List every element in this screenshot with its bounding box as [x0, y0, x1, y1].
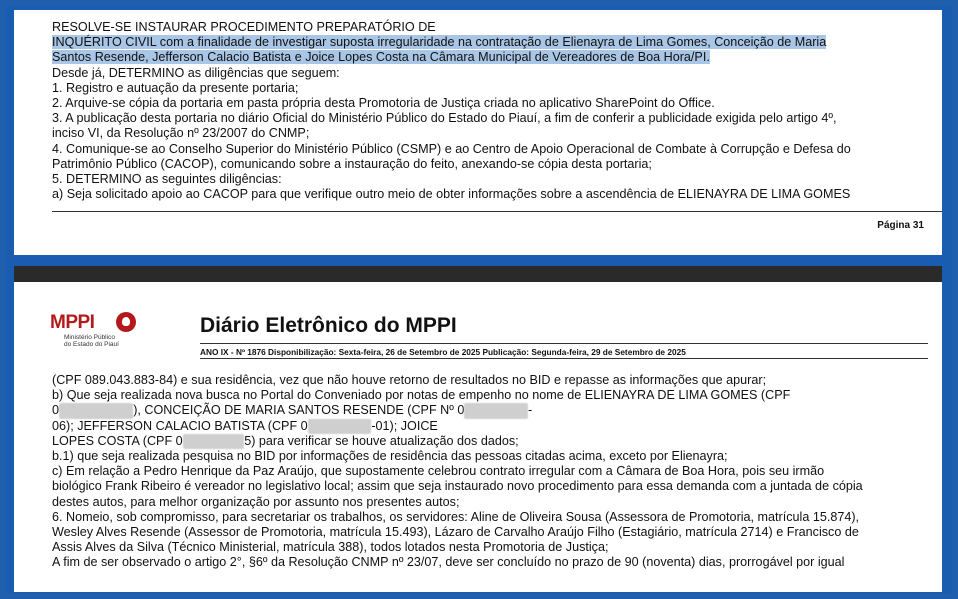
journal-title: Diário Eletrônico do MPPI: [200, 314, 457, 337]
page-number: Página 31: [877, 220, 924, 231]
text-line: a) Seja solicitado apoio ao CACOP para que verifique outro meio de obter informações sobre a ascendência de ELIENAYRA DE LIMA GOMES: [52, 187, 851, 202]
page-footer-rule: [52, 211, 942, 212]
text-line: 4. Comunique-se ao Conselho Superior do Ministério Público (CSMP) e ao Centro de Apoio Operacional de Combate à Corrupção e Defesa do: [52, 141, 851, 156]
redacted-cpf: [308, 419, 372, 434]
text-line: Patrimônio Público (CACOP), comunicando sobre a instauração do feito, anexando-se cópia desta portaria;: [52, 156, 652, 171]
text-line: Desde já, DETERMINO as diligências que seguem:: [52, 65, 340, 80]
highlighted-text[interactable]: Santos Resende, Jefferson Calacio Batista e Joice Lopes Costa na Câmara Municipal de Vereadores de Boa Hora/PI.: [52, 50, 710, 65]
page-bottom-body: [52, 373, 932, 571]
page-top-body: [52, 20, 932, 202]
redacted-cpf: [464, 403, 528, 418]
text-line: 3. A publicação desta portaria no diário Oficial do Ministério Público do Estado do Piauí, a fim de conferir a publicidade exigida pelo artigo 4º,: [52, 111, 837, 126]
text-line: 06); JEFFERSON CALACIO BATISTA (CPF 0 -01); JOICE: [52, 418, 438, 433]
logo-text: MPPI: [50, 312, 95, 333]
text-line: 1. Registro e autuação da presente portaria;: [52, 80, 299, 95]
redacted-cpf: [59, 403, 133, 418]
text-line: b) Que seja realizada nova busca no Portal do Conveniado por notas de empenho no nome de ELIENAYRA DE LIMA GOMES (CPF: [52, 388, 791, 403]
header-rule: [200, 343, 928, 344]
text-line: 0 ), CONCEIÇÃO DE MARIA SANTOS RESENDE (CPF Nº 0 -: [52, 403, 533, 418]
text-line: inciso VI, da Resolução nº 23/2007 do CNMP;: [52, 126, 310, 141]
highlighted-text[interactable]: INQUÉRITO CIVIL com a finalidade de investigar suposta irregularidade na contratação de Elienayra de Lima Gomes, Conceição de Maria: [52, 35, 827, 50]
text-line: (CPF 089.043.883-84) e sua residência, vez que não houve retorno de resultados no BID e repasse as informações que apurar;: [52, 373, 767, 387]
issue-info: ANO IX - Nº 1876 Disponibilização: Sexta-feira, 26 de Setembro de 2025 Publicação: Segunda-feira, 29 de Setembro de 2025: [200, 347, 686, 357]
logo-subtitle: Ministério Público do Estado do Piauí: [64, 334, 119, 348]
text-line: 6. Nomeio, sob compromisso, para secretariar os trabalhos, os servidores: Aline de Oliveira Sousa (Assessora de Promotoria, matrícula 15.874),: [52, 509, 860, 524]
text-line: biológico Frank Ribeiro é vereador no legislativo local; assim que seja instaurado novo procedimento para essa demanda com a juntada de cópia: [52, 479, 863, 494]
redacted-cpf: [183, 434, 245, 449]
page-gap: [14, 266, 942, 282]
text-line: destes autos, para melhor organização por assunto nos presentes autos;: [52, 494, 460, 509]
header-rule-bottom: [200, 358, 928, 359]
text-line: Wesley Alves Resende (Assessor de Promotoria, matrícula 15.493), Lázaro de Carvalho Araújo Filho (Estagiário, matrícula 2714) e Francisco de: [52, 525, 859, 540]
text-line: Assis Alves da Silva (Técnico Ministerial, matrícula 388), todos lotados nesta Promotoria de Justiça;: [52, 540, 609, 555]
text-line: RESOLVE-SE INSTAURAR PROCEDIMENTO PREPARATÓRIO DE: [52, 20, 436, 34]
document-page-bottom: [14, 282, 942, 592]
text-line: LOPES COSTA (CPF 0 5) para verificar se houve atualização dos dados;: [52, 433, 519, 448]
text-line: b.1) que seja realizada pesquisa no BID por informações de residência das pessoas citadas acima, exceto por Elienayra;: [52, 449, 728, 464]
mppi-logo: [50, 312, 140, 352]
logo-emblem-icon: [116, 312, 136, 332]
text-line: 2. Arquive-se cópia da portaria em pasta própria desta Promotoria de Justiça criada no aplicativo SharePoint do Office.: [52, 96, 715, 111]
text-line: A fim de ser observado o artigo 2°, §6º da Resolução CNMP nº 23/07, deve ser concluído no prazo de 90 (noventa) dias, prorrogável por igual: [52, 555, 845, 570]
text-line: 5. DETERMINO as seguintes diligências:: [52, 172, 282, 187]
document-page-top: [14, 10, 942, 255]
text-line: c) Em relação a Pedro Henrique da Paz Araújo, que supostamente celebrou contrato irregular com a Câmara de Boa Hora, pois seu irmão: [52, 464, 825, 479]
